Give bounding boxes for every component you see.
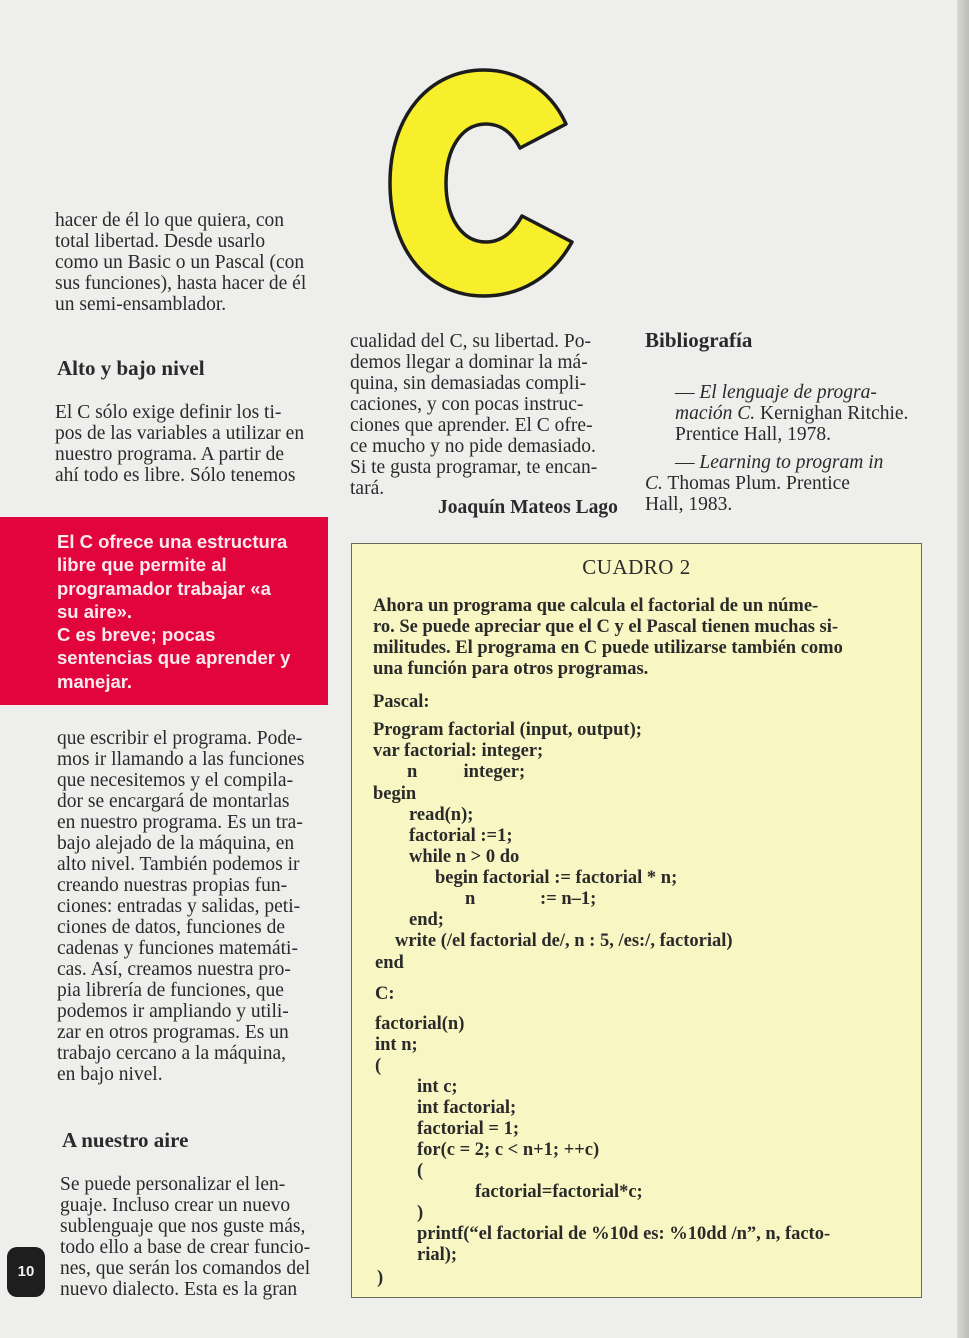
code-line: end; [409, 910, 444, 930]
code-line: while n > 0 do [409, 847, 520, 867]
code-line: int c; [417, 1077, 458, 1097]
code-line: n integer; [407, 762, 526, 782]
paragraph: que escribir el programa. Pode- mos ir llamando a las funciones que necesitemos y el compila- dor se encargará de montarlas en nuestro programa. Es un tra- bajo alejado de la máquina, en alto nivel. También podemos ir creando nuestras propias fun- ciones: entradas y salidas, peti- ciones de datos, funciones de cadenas y funciones matemáti- cas. Así, creamos nuestra pro- pia librería de funciones, que podemos ir ampliando y utili- zar en otros programas. Es un trabajo cercano a la máquina, en bajo nivel. [57, 728, 305, 1085]
paragraph: Se puede personalizar el len- guaje. Incluso crear un nuevo sublenguaje que nos guste más, todo ello a base de crear funcio- nes, que serán los comandos del nuevo dialecto. Esta es la gran [60, 1174, 311, 1300]
section-heading-alto-bajo: Alto y bajo nivel [57, 356, 205, 380]
cuadro-title: CUADRO 2 [582, 555, 691, 579]
code-line: ( [375, 1056, 382, 1076]
column-2-text [350, 331, 622, 499]
bib-entry [645, 452, 920, 515]
callout-text: El C ofrece una estructura libre que permite al programador trabajar «a su aire». C es breve; pocas sentencias que aprender y manejar. [57, 531, 291, 692]
code-line: write (/el factorial de/, n : 5, /es:/, factorial) [395, 931, 733, 951]
code-line: factorial=factorial*c; [475, 1182, 643, 1202]
paragraph: hacer de él lo que quiera, con total libertad. Desde usarlo como un Basic o un Pascal (con sus funciones), hasta hacer de él un semi-ensamblador. [55, 210, 307, 315]
paragraph: El C sólo exige definir los ti- pos de las variables a utilizar en nuestro programa. A partir de ahí todo es libre. Sólo tenemos [55, 402, 305, 486]
cuadro-intro: Ahora un programa que calcula el factorial de un núme- ro. Se puede apreciar que el C y el Pascal tienen muchas si- militudes. El programa en C puede utilizarse también como una función para otros programas. [373, 596, 843, 679]
bib-dash: — [675, 452, 700, 473]
code-line: ( [417, 1161, 424, 1181]
code-line: printf(“el factorial de %10d es: %10dd /n”, n, facto- [417, 1224, 831, 1244]
code-line: for(c = 2; c < n+1; ++c) [417, 1140, 600, 1160]
code-line: end [375, 953, 404, 973]
page-number: 10 [7, 1247, 45, 1297]
bib-title: El lenguaje de progra- mación C. [675, 382, 877, 424]
code-line: factorial = 1; [417, 1119, 519, 1139]
paragraph: cualidad del C, su libertad. Po- demos llegar a dominar la má- quina, sin demasiadas compli- caciones, y con pocas instruc- ciones que aprender. El C ofre- ce mucho y no pide demasiado. Si te gusta programar, te encan- tará. [350, 331, 598, 499]
c-label: C: [375, 984, 395, 1004]
column-1-intro [55, 210, 325, 315]
bib-details: Kernighan Ritchie. Prentice Hall, 1978. [675, 403, 909, 445]
bibliography-entry-1 [645, 382, 920, 445]
code-line: factorial :=1; [409, 826, 513, 846]
column-1-p4 [60, 1174, 333, 1300]
bib-details: Thomas Plum. Prentice Hall, 1983. [645, 473, 850, 515]
code-line: var factorial: integer; [373, 741, 544, 761]
author-signature: Joaquín Mateos Lago [438, 497, 618, 518]
code-line: int n; [375, 1035, 418, 1055]
logo-letter: C [384, 66, 385, 67]
pascal-label: Pascal: [373, 692, 430, 712]
bibliography-heading: Bibliografía [645, 328, 753, 352]
page-edge [957, 0, 969, 1338]
column-1-p3 [57, 728, 330, 1085]
code-line: read(n); [409, 805, 474, 825]
code-line: n := n–1; [465, 889, 597, 909]
code-line: begin factorial := factorial * n; [435, 868, 678, 888]
bib-entry [645, 382, 920, 445]
bib-title: Learning to program in C. [645, 452, 884, 494]
c-logo-icon [384, 66, 582, 300]
code-line: ) [417, 1203, 424, 1223]
code-line: int factorial; [417, 1098, 517, 1118]
code-line: Program factorial (input, output); [373, 720, 642, 740]
bib-dash: — [675, 382, 700, 403]
code-line: factorial(n) [375, 1014, 465, 1034]
code-line: begin [373, 784, 417, 804]
bibliography-entry-2 [645, 452, 920, 515]
section-heading-nuestro-aire: A nuestro aire [62, 1128, 189, 1152]
column-1-p2 [55, 402, 327, 486]
code-line: rial); [417, 1245, 458, 1265]
code-line: ) [377, 1268, 384, 1288]
